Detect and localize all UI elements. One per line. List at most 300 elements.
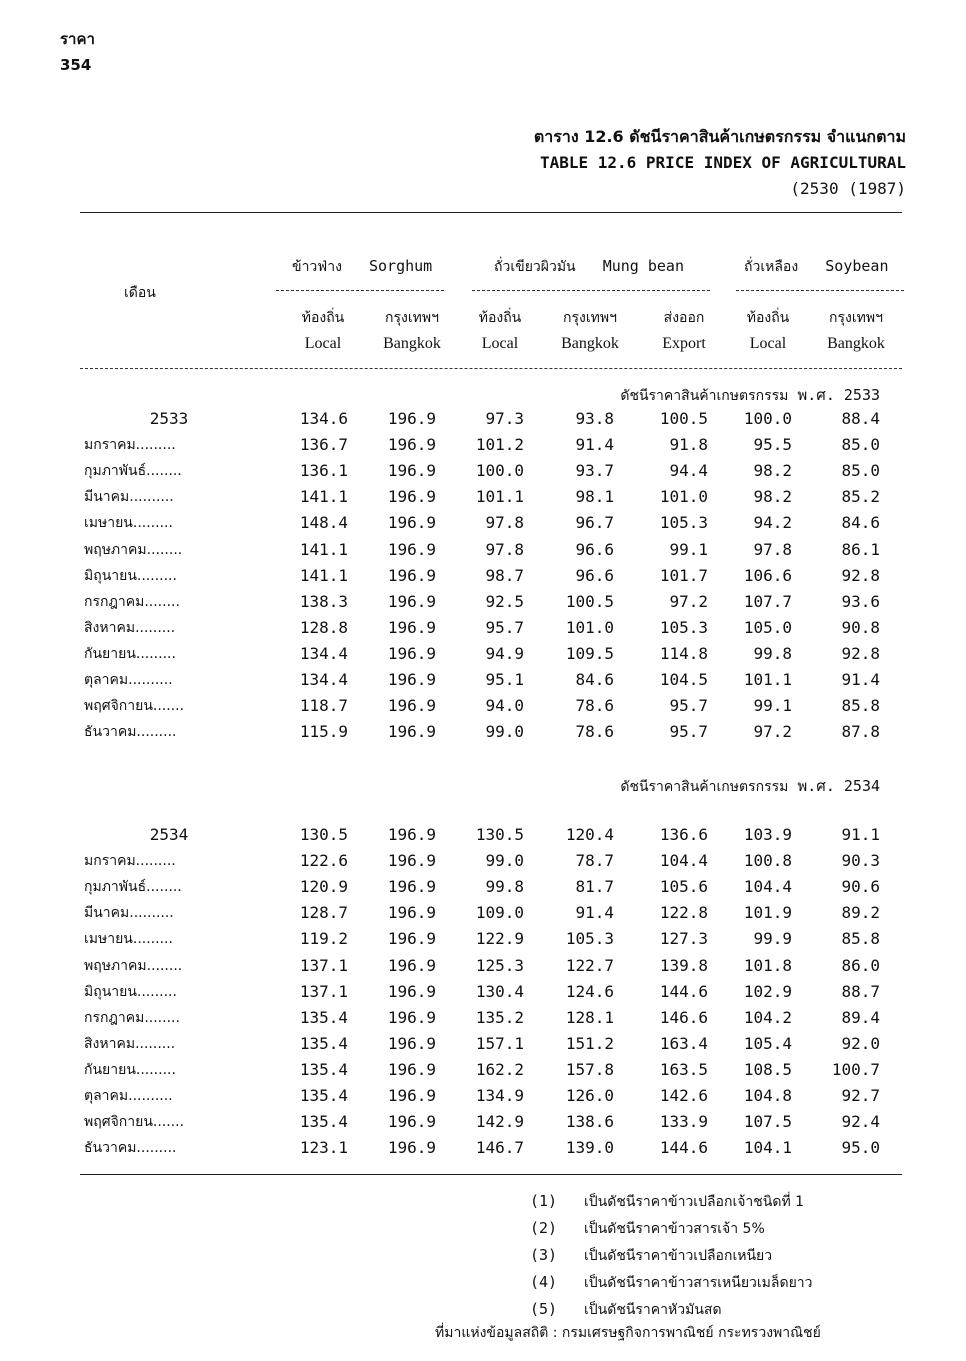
month-label: สิงหาคม......... xyxy=(84,619,176,636)
month-label: มกราคม......... xyxy=(84,437,176,454)
table-cell: 134.9 xyxy=(475,1086,524,1105)
table-row xyxy=(80,979,902,1005)
table-cell: 97.2 xyxy=(753,722,792,742)
table-cell: 148.4 xyxy=(299,513,348,533)
table-cell: 102.9 xyxy=(743,981,792,1001)
table-cell: 137.1 xyxy=(299,981,348,1001)
table-cell: 92.4 xyxy=(841,1112,880,1132)
table-cell: 96.6 xyxy=(575,565,614,585)
month-label: กรกฎาคม........ xyxy=(84,1009,180,1026)
table-cell: 91.4 xyxy=(575,435,614,455)
table-cell: 109.0 xyxy=(475,903,524,923)
table-cell: 100.7 xyxy=(831,1059,880,1079)
table-cell: 142.6 xyxy=(659,1086,708,1105)
table-cell: 81.7 xyxy=(575,877,614,897)
table-cell: 114.8 xyxy=(659,643,708,663)
data-source: ที่มาแห่งข้อมูลสถิติ : กรมเศรษฐกิจการพาณิชย์ กระทรวงพาณิชย์ xyxy=(435,1325,821,1341)
table-cell: 124.6 xyxy=(565,981,614,1001)
table-cell: 157.1 xyxy=(475,1033,524,1053)
table-cell: 135.4 xyxy=(299,1112,348,1132)
table-cell: 99.9 xyxy=(753,929,792,949)
table-cell: 196.9 xyxy=(387,461,436,481)
footnote-text: เป็นดัชนีราคาหัวมันสด xyxy=(584,1302,722,1318)
table-cell: 96.6 xyxy=(575,539,614,559)
month-header: เดือน xyxy=(124,285,156,301)
footnote xyxy=(530,1215,813,1242)
column-thai: กรุงเทพฯ xyxy=(563,310,617,326)
page-number: 354 xyxy=(60,56,92,74)
table-cell: 85.0 xyxy=(841,461,880,481)
table-cell: 99.0 xyxy=(485,851,524,871)
column-header xyxy=(728,306,808,356)
table-cell: 139.8 xyxy=(659,955,708,975)
section-label-thai: ดัชนีราคาสินค้าเกษตรกรรม xyxy=(620,779,789,795)
table-cell: 141.1 xyxy=(299,565,348,585)
table-cell: 101.2 xyxy=(475,435,524,455)
table-cell: 120.9 xyxy=(299,877,348,897)
table-row xyxy=(80,1057,902,1083)
column-header xyxy=(372,306,452,356)
table-cell: 100.8 xyxy=(743,851,792,871)
group-thai: ข้าวฟ่าง xyxy=(292,259,342,275)
month-label: สิงหาคม......... xyxy=(84,1035,176,1052)
table-cell: 135.4 xyxy=(299,1007,348,1027)
table-row xyxy=(80,563,902,589)
group-thai: ถั่วเหลือง xyxy=(744,259,799,275)
table-cell: 85.8 xyxy=(841,929,880,949)
table-cell: 95.7 xyxy=(669,722,708,742)
table-cell: 92.8 xyxy=(841,643,880,663)
table-cell: 196.9 xyxy=(387,1007,436,1027)
table-cell: 101.1 xyxy=(475,487,524,507)
table-row xyxy=(80,1031,902,1057)
table-cell: 133.9 xyxy=(659,1112,708,1132)
table-cell: 99.1 xyxy=(753,696,792,716)
table-cell: 103.9 xyxy=(743,825,792,844)
table-cell: 97.3 xyxy=(485,409,524,428)
table-cell: 99.8 xyxy=(753,643,792,663)
month-label: ตุลาคม.......... xyxy=(84,1088,173,1104)
table-cell: 101.7 xyxy=(659,565,708,585)
month-label: พฤษภาคม........ xyxy=(84,957,183,974)
table-row xyxy=(80,510,902,536)
footnotes xyxy=(530,1188,813,1323)
column-thai: ท้องถิ่น xyxy=(301,310,345,326)
table-cell: 94.0 xyxy=(485,696,524,716)
table-cell: 196.9 xyxy=(387,643,436,663)
table-cell: 98.2 xyxy=(753,461,792,481)
table-cell: 135.4 xyxy=(299,1086,348,1105)
table-cell: 107.5 xyxy=(743,1112,792,1132)
footnote xyxy=(530,1242,813,1269)
group-english: Sorghum xyxy=(369,257,433,275)
table-row xyxy=(80,458,902,484)
table-row xyxy=(80,615,902,641)
table-row xyxy=(80,848,902,874)
month-label: เมษายน......... xyxy=(84,931,173,948)
table-cell: 89.4 xyxy=(841,1007,880,1027)
table-row xyxy=(80,537,902,563)
column-english: Bangkok xyxy=(383,335,441,352)
bottom-rule xyxy=(80,1174,902,1175)
table-cell: 106.6 xyxy=(743,565,792,585)
table-cell: 196.9 xyxy=(387,955,436,975)
group-header-sorghum xyxy=(292,256,432,278)
column-thai: ส่งออก xyxy=(663,310,705,326)
table-row xyxy=(80,926,902,952)
column-thai: ท้องถิ่น xyxy=(478,310,522,326)
table-cell: 107.7 xyxy=(743,591,792,611)
table-cell: 95.1 xyxy=(485,670,524,689)
table-cell: 115.9 xyxy=(299,722,348,742)
table-cell: 196.9 xyxy=(387,1086,436,1105)
table-cell: 92.0 xyxy=(841,1033,880,1053)
table-cell: 126.0 xyxy=(565,1086,614,1105)
table-row xyxy=(80,1083,902,1109)
column-header xyxy=(283,306,363,356)
column-header xyxy=(816,306,896,356)
table-cell: 95.0 xyxy=(841,1138,880,1158)
table-cell: 196.9 xyxy=(387,1059,436,1079)
table-cell: 122.9 xyxy=(475,929,524,949)
table-cell: 98.7 xyxy=(485,565,524,585)
table-cell: 196.9 xyxy=(387,722,436,742)
table-cell: 94.9 xyxy=(485,643,524,663)
table-cell: 101.0 xyxy=(659,487,708,507)
table-cell: 94.2 xyxy=(753,513,792,533)
column-header xyxy=(550,306,630,356)
table-cell: 196.9 xyxy=(387,981,436,1001)
table-cell: 128.7 xyxy=(299,903,348,923)
table-cell: 105.0 xyxy=(743,617,792,637)
month-label: เมษายน......... xyxy=(84,515,173,532)
column-english: Local xyxy=(481,335,519,352)
table-row xyxy=(80,693,902,719)
month-label: มกราคม......... xyxy=(84,853,176,870)
footnote-text: เป็นดัชนีราคาข้าวเปลือกเจ้าชนิดที่ 1 xyxy=(584,1194,805,1210)
table-cell: 98.2 xyxy=(753,487,792,507)
table-cell: 134.6 xyxy=(299,409,348,428)
table-cell: 85.8 xyxy=(841,696,880,716)
table-cell: 101.8 xyxy=(743,955,792,975)
group-divider xyxy=(276,290,444,291)
table-cell: 99.8 xyxy=(485,877,524,897)
footnote-number: (4) xyxy=(530,1273,558,1291)
table-cell: 196.9 xyxy=(387,1033,436,1053)
table-cell: 134.4 xyxy=(299,643,348,663)
table-cell: 97.2 xyxy=(669,591,708,611)
table-cell: 135.4 xyxy=(299,1033,348,1053)
group-english: Soybean xyxy=(825,257,889,275)
table-cell: 196.9 xyxy=(387,617,436,637)
footnote xyxy=(530,1269,813,1296)
year-label: 2534 xyxy=(149,825,189,844)
table-cell: 105.3 xyxy=(659,617,708,637)
table-cell: 128.1 xyxy=(565,1007,614,1027)
table-cell: 196.9 xyxy=(387,903,436,923)
table-cell: 84.6 xyxy=(575,670,614,689)
footnote-number: (5) xyxy=(530,1300,558,1318)
page-header xyxy=(60,26,95,78)
column-english: Bangkok xyxy=(561,335,619,352)
group-header-soybean xyxy=(744,256,889,278)
table-cell: 90.3 xyxy=(841,851,880,871)
table-cell: 95.5 xyxy=(753,435,792,455)
table-cell: 122.6 xyxy=(299,851,348,871)
table-cell: 105.3 xyxy=(565,929,614,949)
table-cell: 163.4 xyxy=(659,1033,708,1053)
table-cell: 130.5 xyxy=(475,825,524,844)
table-cell: 139.0 xyxy=(565,1138,614,1158)
table-cell: 122.8 xyxy=(659,903,708,923)
year-summary-row xyxy=(80,822,902,848)
table-row xyxy=(80,1005,902,1031)
table-cell: 100.5 xyxy=(659,409,708,428)
table-cell: 104.2 xyxy=(743,1007,792,1027)
month-label: ธันวาคม......... xyxy=(84,724,177,741)
table-cell: 118.7 xyxy=(299,696,348,716)
table-cell: 127.3 xyxy=(659,929,708,949)
footnote-text: เป็นดัชนีราคาข้าวสารเจ้า 5% xyxy=(584,1221,765,1237)
table-cell: 104.1 xyxy=(743,1138,792,1158)
table-cell: 78.6 xyxy=(575,722,614,742)
table-cell: 99.0 xyxy=(485,722,524,742)
table-cell: 162.2 xyxy=(475,1059,524,1079)
table-cell: 78.6 xyxy=(575,696,614,716)
table-cell: 196.9 xyxy=(387,409,436,428)
table-cell: 94.4 xyxy=(669,461,708,481)
page-section-label: ราคา xyxy=(60,30,95,48)
top-rule xyxy=(80,212,902,213)
table-cell: 142.9 xyxy=(475,1112,524,1132)
table-cell: 146.6 xyxy=(659,1007,708,1027)
year-summary-row xyxy=(80,406,902,432)
month-label: พฤศจิกายน....... xyxy=(84,698,185,715)
month-label: พฤศจิกายน....... xyxy=(84,1114,185,1131)
table-cell: 97.8 xyxy=(485,513,524,533)
table-row xyxy=(80,641,902,667)
table-cell: 196.9 xyxy=(387,565,436,585)
table-cell: 104.5 xyxy=(659,670,708,689)
table-cell: 108.5 xyxy=(743,1059,792,1079)
month-label: กุมภาพันธ์........ xyxy=(84,463,182,480)
table-cell: 141.1 xyxy=(299,487,348,507)
table-cell: 92.8 xyxy=(841,565,880,585)
month-label: มีนาคม.......... xyxy=(84,489,174,506)
table-cell: 104.8 xyxy=(743,1086,792,1105)
table-cell: 136.7 xyxy=(299,435,348,455)
table-cell: 136.1 xyxy=(299,461,348,481)
footnote-number: (2) xyxy=(530,1219,558,1237)
month-label: มิถุนายน......... xyxy=(84,567,177,584)
table-cell: 123.1 xyxy=(299,1138,348,1158)
table-cell: 97.8 xyxy=(485,539,524,559)
column-thai: กรุงเทพฯ xyxy=(829,310,883,326)
table-cell: 93.7 xyxy=(575,461,614,481)
table-cell: 105.6 xyxy=(659,877,708,897)
table-row xyxy=(80,719,902,745)
table-cell: 144.6 xyxy=(659,981,708,1001)
section-label xyxy=(620,383,880,407)
column-thai: ท้องถิ่น xyxy=(746,310,790,326)
table-row xyxy=(80,432,902,458)
table-cell: 87.8 xyxy=(841,722,880,742)
footnote xyxy=(530,1296,813,1323)
header-divider xyxy=(80,368,902,369)
table-cell: 101.1 xyxy=(743,670,792,689)
table-cell: 196.9 xyxy=(387,487,436,507)
table-cell: 91.1 xyxy=(841,825,880,844)
table-cell: 104.4 xyxy=(659,851,708,871)
table-cell: 136.6 xyxy=(659,825,708,844)
month-label: กันยายน......... xyxy=(84,645,176,662)
group-header-mung-bean xyxy=(494,256,684,278)
table-cell: 89.2 xyxy=(841,903,880,923)
table-cell: 96.7 xyxy=(575,513,614,533)
table-cell: 91.8 xyxy=(669,435,708,455)
table-cell: 88.4 xyxy=(841,409,880,428)
table-cell: 135.2 xyxy=(475,1007,524,1027)
table-cell: 92.7 xyxy=(841,1086,880,1105)
footnote-number: (1) xyxy=(530,1192,558,1210)
column-header xyxy=(460,306,540,356)
month-label: กันยายน......... xyxy=(84,1061,176,1078)
table-cell: 138.6 xyxy=(565,1112,614,1132)
table-cell: 120.4 xyxy=(565,825,614,844)
table-cell: 128.8 xyxy=(299,617,348,637)
column-header xyxy=(644,306,724,356)
table-cell: 93.8 xyxy=(575,409,614,428)
table-row xyxy=(80,953,902,979)
table-cell: 88.7 xyxy=(841,981,880,1001)
table-cell: 134.4 xyxy=(299,670,348,689)
table-cell: 196.9 xyxy=(387,513,436,533)
table-cell: 151.2 xyxy=(565,1033,614,1053)
table-cell: 86.1 xyxy=(841,539,880,559)
table-cell: 196.9 xyxy=(387,851,436,871)
table-cell: 196.9 xyxy=(387,696,436,716)
table-cell: 196.9 xyxy=(387,929,436,949)
table-cell: 105.4 xyxy=(743,1033,792,1053)
group-divider xyxy=(472,290,710,291)
table-cell: 125.3 xyxy=(475,955,524,975)
footnote-text: เป็นดัชนีราคาข้าวสารเหนียวเมล็ดยาว xyxy=(584,1275,813,1291)
table-cell: 101.9 xyxy=(743,903,792,923)
table-cell: 196.9 xyxy=(387,670,436,689)
table-cell: 95.7 xyxy=(669,696,708,716)
table-cell: 122.7 xyxy=(565,955,614,975)
table-cell: 98.1 xyxy=(575,487,614,507)
table-cell: 90.8 xyxy=(841,617,880,637)
table-cell: 95.7 xyxy=(485,617,524,637)
month-label: กรกฎาคม........ xyxy=(84,593,180,610)
table-cell: 130.4 xyxy=(475,981,524,1001)
table-cell: 137.1 xyxy=(299,955,348,975)
title-english: TABLE 12.6 PRICE INDEX OF AGRICULTURAL xyxy=(539,153,906,172)
table-cell: 105.3 xyxy=(659,513,708,533)
table-cell: 101.0 xyxy=(565,617,614,637)
column-thai: กรุงเทพฯ xyxy=(385,310,439,326)
group-thai: ถั่วเขียวผิวมัน xyxy=(494,259,576,275)
table-cell: 86.0 xyxy=(841,955,880,975)
column-english: Bangkok xyxy=(827,335,885,352)
title-base-year: (2530 (1987) xyxy=(790,179,906,198)
footnote xyxy=(530,1188,813,1215)
table-cell: 99.1 xyxy=(669,539,708,559)
month-label: ธันวาคม......... xyxy=(84,1140,177,1157)
column-english: Export xyxy=(662,335,706,352)
table-row xyxy=(80,874,902,900)
table-row xyxy=(80,1109,902,1135)
table-cell: 109.5 xyxy=(565,643,614,663)
table-cell: 104.4 xyxy=(743,877,792,897)
table-row xyxy=(80,484,902,510)
table-cell: 84.6 xyxy=(841,513,880,533)
table-cell: 119.2 xyxy=(299,929,348,949)
table-cell: 163.5 xyxy=(659,1059,708,1079)
table-cell: 130.5 xyxy=(299,825,348,844)
table-title xyxy=(534,124,906,202)
month-label: กุมภาพันธ์........ xyxy=(84,879,182,896)
month-label: ตุลาคม.......... xyxy=(84,672,173,688)
table-cell: 92.5 xyxy=(485,591,524,611)
table-cell: 135.4 xyxy=(299,1059,348,1079)
table-cell: 196.9 xyxy=(387,591,436,611)
table-cell: 196.9 xyxy=(387,877,436,897)
column-english: Local xyxy=(304,335,342,352)
footnote-text: เป็นดัชนีราคาข้าวเปลือกเหนียว xyxy=(584,1248,773,1264)
section-label-thai: ดัชนีราคาสินค้าเกษตรกรรม xyxy=(620,388,789,404)
table-cell: 93.6 xyxy=(841,591,880,611)
month-label: พฤษภาคม........ xyxy=(84,541,183,558)
table-cell: 100.0 xyxy=(475,461,524,481)
month-label: มิถุนายน......... xyxy=(84,983,177,1000)
table-cell: 138.3 xyxy=(299,591,348,611)
table-cell: 100.0 xyxy=(743,409,792,428)
table-cell: 90.6 xyxy=(841,877,880,897)
group-divider xyxy=(736,290,904,291)
table-cell: 196.9 xyxy=(387,825,436,844)
section-label-year: พ.ศ. 2534 xyxy=(797,777,880,795)
table-cell: 157.8 xyxy=(565,1059,614,1079)
table-cell: 85.0 xyxy=(841,435,880,455)
table-cell: 78.7 xyxy=(575,851,614,871)
table-row xyxy=(80,667,902,693)
table-row xyxy=(80,589,902,615)
table-cell: 146.7 xyxy=(475,1138,524,1158)
table-cell: 144.6 xyxy=(659,1138,708,1158)
column-english: Local xyxy=(749,335,787,352)
table-cell: 196.9 xyxy=(387,539,436,559)
title-thai: ตาราง 12.6 ดัชนีราคาสินค้าเกษตรกรรม จำแนกตาม xyxy=(533,127,906,146)
table-cell: 85.2 xyxy=(841,487,880,507)
table-cell: 141.1 xyxy=(299,539,348,559)
section-label xyxy=(620,774,880,798)
table-cell: 91.4 xyxy=(575,903,614,923)
table-cell: 196.9 xyxy=(387,435,436,455)
table-cell: 100.5 xyxy=(565,591,614,611)
table-cell: 97.8 xyxy=(753,539,792,559)
table-row xyxy=(80,1135,902,1161)
table-row xyxy=(80,900,902,926)
group-english: Mung bean xyxy=(602,257,684,275)
month-label: มีนาคม.......... xyxy=(84,905,174,922)
table-cell: 91.4 xyxy=(841,670,880,689)
year-label: 2533 xyxy=(149,409,189,428)
section-label-year: พ.ศ. 2533 xyxy=(797,386,880,404)
footnote-number: (3) xyxy=(530,1246,558,1264)
table-cell: 196.9 xyxy=(387,1112,436,1132)
